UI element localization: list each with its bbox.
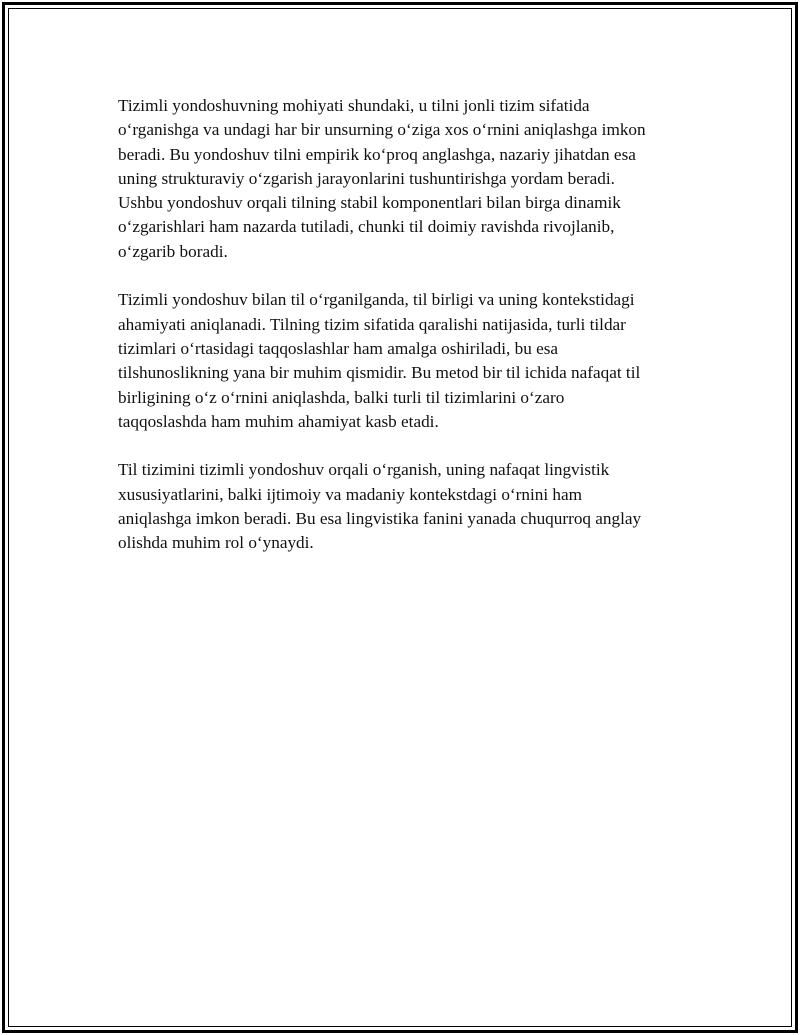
text-line: xususiyatlarini, balki ijtimoiy va madaniy kontekstdagi o‘rnini ham xyxy=(118,484,582,504)
text-line: birligining o‘z o‘rnini aniqlashda, balki turli til tizimlarini o‘zaro xyxy=(118,387,565,407)
text-line: Ushbu yondoshuv orqali tilning stabil komponentlari bilan birga dinamik xyxy=(118,193,621,213)
text-line: Tizimli yondoshuvning mohiyati shundaki, u tilni jonli tizim sifatida xyxy=(118,96,590,115)
text-line: o‘zgarib boradi. xyxy=(118,241,228,261)
text-line: Tizimli yondoshuv bilan til o‘rganilganda, til birligi va uning kontekstidagi xyxy=(118,290,635,310)
text-line: taqqoslashda ham muhim ahamiyat kasb etadi. xyxy=(118,411,439,431)
text-line: olishda muhim rol o‘ynaydi. xyxy=(118,533,314,553)
text-line: o‘zgarishlari ham nazarda tutiladi, chunki til doimiy ravishda rivojlanib, xyxy=(118,217,615,237)
text-line: Til tizimini tizimli yondoshuv orqali o‘rganish, uning nafaqat lingvistik xyxy=(118,460,610,480)
paragraph-2 xyxy=(118,288,690,434)
paragraph-3 xyxy=(118,458,690,555)
text-line: tilshunoslikning yana bir muhim qismidir. Bu metod bir til ichida nafaqat til xyxy=(118,363,641,383)
text-line: ahamiyati aniqlanadi. Tilning tizim sifatida qaralishi natijasida, turli tildar xyxy=(118,314,626,334)
text-line: tizimlari o‘rtasidagi taqqoslashlar ham amalga oshiriladi, bu esa xyxy=(118,338,559,358)
text-line: uning strukturaviy o‘zgarish jarayonlarini tushuntirishga yordam beradi. xyxy=(118,168,615,188)
text-line: beradi. Bu yondoshuv tilni empirik ko‘proq anglashga, nazariy jihatdan esa xyxy=(118,144,636,164)
document-body xyxy=(118,94,690,580)
paragraph-1 xyxy=(118,94,690,264)
text-line: o‘rganishga va undagi har bir unsurning o‘ziga xos o‘rnini aniqlashga imkon xyxy=(118,120,646,140)
text-line: aniqlashga imkon beradi. Bu esa lingvistika fanini yanada chuqurroq anglay xyxy=(118,509,642,529)
